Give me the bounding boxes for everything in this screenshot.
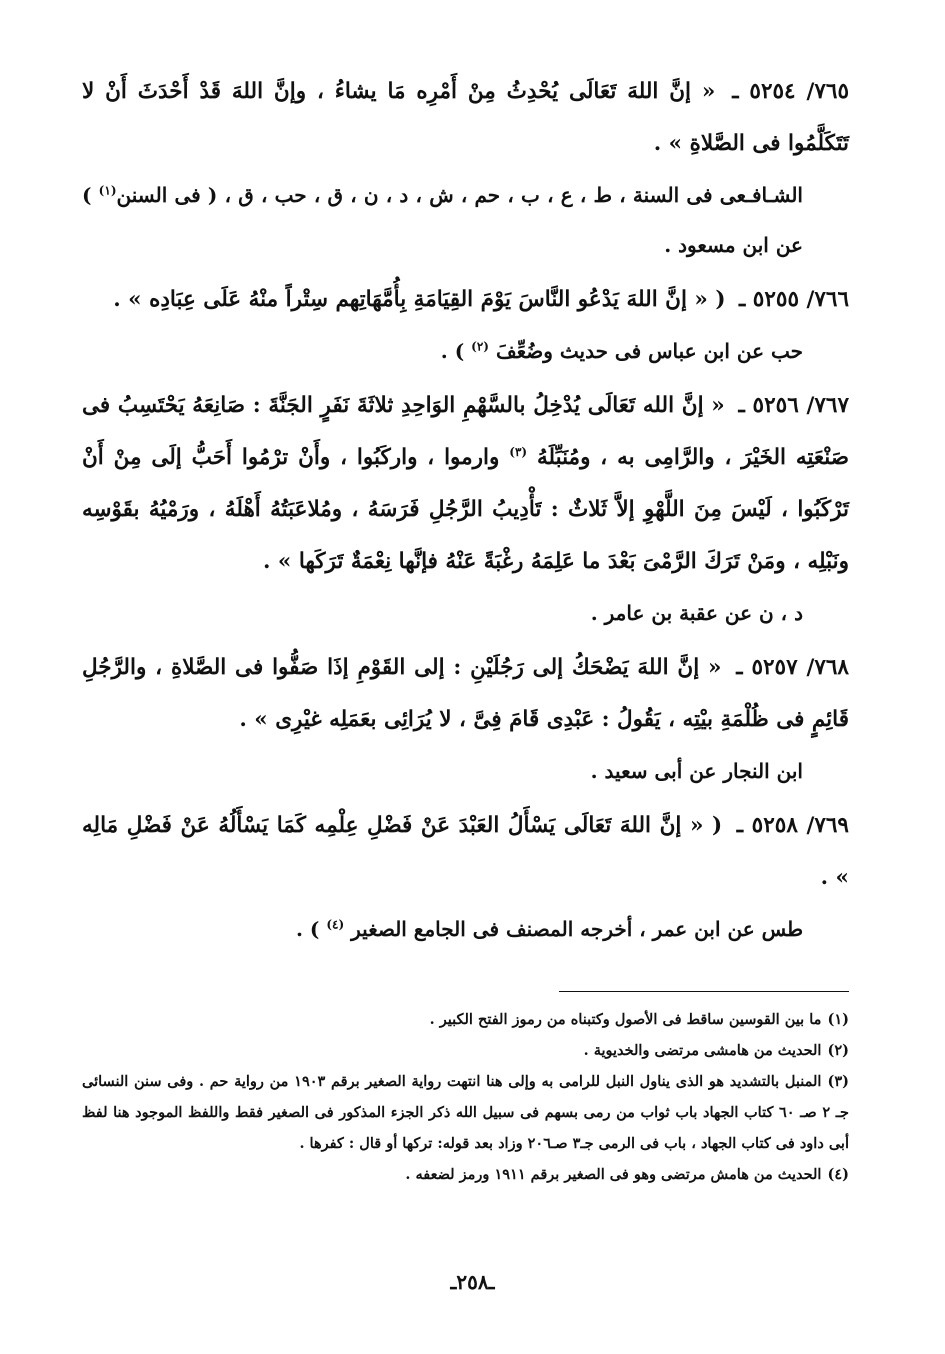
hadith-source-765 xyxy=(82,170,849,270)
hadith-text: « إنَّ اللهَ يَضْحَكُ إلى رَجُلَيْنِ : إلى القَوْمِ إذَا صَفُّوا فى الصَّلاةِ ، والرَّجُلِ قَائِمٍ فى ظُلْمَةِ بيْتِه ، يَقُولُ : عَبْدِى قَامَ فِىَّ ، لا يُرَائِى بعَمَلِه غيْرِى » . xyxy=(82,655,849,732)
footnote-number: (١) xyxy=(827,1011,849,1028)
footnote-text: المنبل بالتشديد هو الذى يناول النبل للرامى به وإلى هنا انتهت رواية الصغير برقم ١٩٠٣ من رواية حم . وفى سنن النسائى جـ ٢ صـ ٦٠ كتاب الجهاد باب ثواب من رمى بسهم فى سبيل الله ذكر الجزء المذكور فى الصغير فقط واللفظ الموجود هنا لفظ أبى داود فى كتاب الجهاد ، باب فى الرمى جـ٣ صـ٢٠٦ وزاد بعد قوله: تركها أو قال : كفرها . xyxy=(82,1073,849,1152)
hadith-769 xyxy=(82,800,849,904)
source-text: الشـافـعى فى السنة ، ط ، ع ، ب ، حم ، ش ، د ، ن ، ق ، حب ، ق ، ( فى السنن xyxy=(116,183,803,207)
hadith-source-769 xyxy=(82,904,849,954)
hadith-text: ( « إنَّ اللهَ تَعَالَى يَسْأَلُ العَبْدَ عَنْ فَضْلِ عِلْمِه كَمَا يَسْأَلُهُ عَنْ فَضْلِ مَالِه » . xyxy=(82,813,849,890)
source-text: طس عن ابن عمر ، أخرجه المصنف فى الجامع الصغير xyxy=(344,917,803,941)
source-text-end: ) . xyxy=(295,917,327,941)
footnote-text: الحديث من هامش مرتضى وهو فى الصغير برقم ١٩١١ ورمز لضعفه . xyxy=(405,1166,822,1183)
hadith-text: « إنَّ الله تَعَالَى يُدْخِلُ بالسَّهْمِ الوَاحِدِ ثلاثَةَ نَفَرٍ الجَنَّةَ : صَانِعَهُ يَحْتَسِبُ فى صَنْعَتِه الخَيْرَ ، والرَّامِى به ، ومُنَبِّلَهُ xyxy=(82,393,849,470)
footnote-ref-1: (١) xyxy=(98,183,117,198)
hadith-767 xyxy=(82,380,849,588)
footnote-3 xyxy=(82,1066,849,1159)
footnote-text: ما بين القوسين ساقط فى الأصول وكتبناه من رموز الفتح الكبير . xyxy=(429,1011,822,1028)
source-text-end: ) عن ابن مسعود . xyxy=(82,183,803,257)
hadith-number: ٧٦٧/ ٥٢٥٦ ـ xyxy=(738,393,849,418)
footnote-divider xyxy=(559,991,849,992)
hadith-source-766 xyxy=(82,326,849,376)
source-text: د ، ن عن عقبة بن عامر . xyxy=(590,601,803,625)
footnote-number: (٣) xyxy=(827,1073,849,1090)
hadith-number: ٧٦٥/ ٥٢٥٤ ـ xyxy=(732,79,849,104)
footnote-ref-2: (٢) xyxy=(471,339,489,354)
footnote-number: (٤) xyxy=(827,1166,849,1183)
footnote-1 xyxy=(82,1004,849,1035)
footnotes xyxy=(82,1004,849,1190)
source-text: ابن النجار عن أبى سعيد . xyxy=(590,759,803,783)
source-text: حب عن ابن عباس فى حديث وضُعِّفَ xyxy=(488,339,803,363)
hadith-768 xyxy=(82,642,849,746)
hadith-number: ٧٦٨/ ٥٢٥٧ ـ xyxy=(736,655,849,680)
page-number: ـ٢٥٨ـ xyxy=(450,1270,495,1294)
footnote-ref-3: (٣) xyxy=(509,444,528,459)
source-text-end: ) . xyxy=(440,339,472,363)
hadith-765 xyxy=(82,66,849,170)
hadith-text-end: وارموا ، واركَبُوا ، وأَنْ ترْمُوا أَحَبُّ إلَى مِنْ أَنْ تَرْكَبُوا ، لَيْسَ مِنَ اللَّهْوِ إلاَّ ثَلاثٌ : تَأْدِيبُ الرَّجُلِ فَرَسَهُ ، ومُلاعَبَتُهُ أَهْلَهُ ، ورَمْيُهُ بقَوْسِه ونَبْلِه ، ومَنْ تَرَكَ الرَّمْىَ بَعْدَ ما عَلِمَهُ رغْبَةً عَنْهُ فإنَّها نِعْمَةٌ تَرَكَها » . xyxy=(82,445,849,574)
footnote-ref-4: (٤) xyxy=(326,917,345,932)
footnote-4 xyxy=(82,1159,849,1190)
hadith-source-767 xyxy=(82,588,849,638)
hadith-text: ( « إنَّ اللهَ يَدْعُو النَّاسَ يَوْمَ القِيَامَةِ بِأُمَّهَاتِهم سِتْراً منْهُ عَلَى عِبَادِه » . xyxy=(113,287,726,312)
hadith-number: ٧٦٩/ ٥٢٥٨ ـ xyxy=(736,813,849,838)
footnote-text: الحديث من هامشى مرتضى والخديوية . xyxy=(583,1042,822,1059)
hadith-source-768 xyxy=(82,746,849,796)
hadith-text: « إنَّ اللهَ تَعَالَى يُحْدِثُ مِنْ أَمْرِه مَا يشاءُ ، وإنَّ اللهَ قَدْ أَحْدَثَ أَنْ لا تَتَكَلَّمُوا فى الصَّلاةِ » . xyxy=(82,79,849,156)
footnote-2 xyxy=(82,1035,849,1066)
footnote-number: (٢) xyxy=(827,1042,849,1059)
hadith-766 xyxy=(82,274,849,326)
hadith-number: ٧٦٦/ ٥٢٥٥ ـ xyxy=(739,287,849,312)
